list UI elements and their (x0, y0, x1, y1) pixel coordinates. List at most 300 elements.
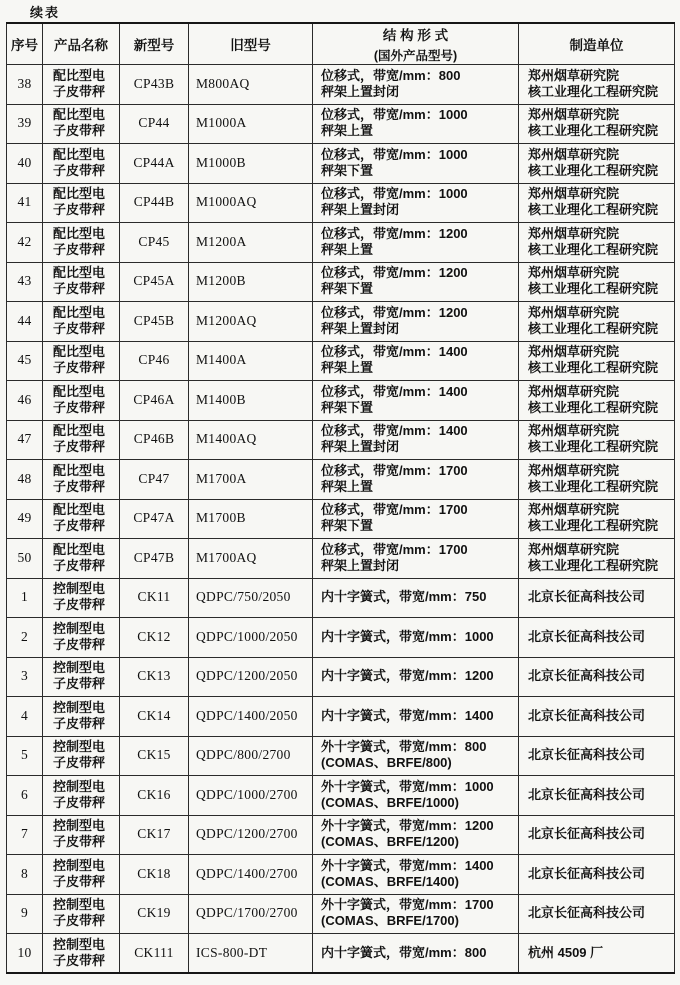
new-model-cell (120, 183, 189, 223)
new-model-cell-content (120, 816, 188, 853)
new-model-cell-line: CP44B (133, 194, 175, 210)
manufacturer-cell-content (519, 658, 674, 695)
product-name-cell-line: 配比型电 (53, 423, 106, 439)
structure-cell (313, 499, 519, 539)
structure-cell (313, 302, 519, 342)
serial-cell (7, 934, 43, 974)
product-name-cell-line: 控制型电 (53, 660, 106, 676)
new-model-cell (120, 65, 189, 105)
structure-cell-content (313, 658, 518, 695)
structure-cell-content (313, 737, 518, 774)
product-name-cell-content (43, 935, 119, 972)
structure-cell-line: 秤架上置 (321, 360, 374, 376)
manufacturer-cell-line: 郑州烟草研究院 (528, 67, 620, 83)
old-model-cell-content (189, 303, 312, 340)
serial-cell-line: 8 (20, 865, 29, 881)
serial-cell (7, 223, 43, 263)
old-model-cell-line: QDPC/1400/2050 (196, 707, 298, 723)
new-model-cell (120, 934, 189, 974)
product-name-cell-line: 配比型电 (53, 225, 106, 241)
serial-cell (7, 578, 43, 618)
structure-cell-content (313, 895, 518, 932)
manufacturer-cell (519, 499, 675, 539)
new-model-cell (120, 144, 189, 184)
manufacturer-cell-line: 郑州烟草研究院 (528, 383, 620, 399)
serial-cell-content (7, 342, 42, 379)
product-name-cell-line: 配比型电 (53, 304, 106, 320)
structure-cell-line: 位移式，带宽/mm：1400 (321, 423, 468, 439)
old-model-cell-content (189, 935, 312, 972)
manufacturer-cell-line: 核工业理化工程研究院 (528, 518, 659, 534)
serial-cell-content (7, 105, 42, 142)
structure-cell-line: 位移式，带宽/mm：1700 (321, 462, 468, 478)
serial-cell-content (7, 579, 42, 616)
structure-cell-line: 秤架下置 (321, 281, 374, 297)
new-model-cell-content (120, 421, 188, 458)
serial-cell-line: 2 (20, 628, 29, 644)
new-model-cell (120, 302, 189, 342)
header-row (7, 23, 675, 65)
new-model-cell (120, 460, 189, 500)
product-name-cell-content (43, 816, 119, 853)
structure-cell-line: 秤架上置 (321, 123, 374, 139)
old-model-cell-line: M1400B (196, 391, 246, 407)
structure-cell-line: 位移式，带宽/mm：1400 (321, 383, 468, 399)
structure-cell-content (313, 421, 518, 458)
header-product-name (43, 23, 120, 65)
structure-cell-line: 外十字簧式，带宽/mm：1400 (321, 857, 494, 873)
structure-cell-content (313, 461, 518, 498)
new-model-cell (120, 736, 189, 776)
manufacturer-cell (519, 262, 675, 302)
serial-cell-line: 45 (17, 352, 32, 368)
serial-cell (7, 736, 43, 776)
old-model-cell (189, 618, 313, 658)
old-model-cell-content (189, 263, 312, 300)
serial-cell-line: 39 (17, 115, 32, 131)
manufacturer-cell (519, 736, 675, 776)
product-name-cell-content (43, 856, 119, 893)
new-model-cell-line: CK18 (137, 865, 171, 881)
old-model-cell (189, 65, 313, 105)
product-name-cell (43, 381, 120, 421)
manufacturer-cell-content (519, 935, 674, 972)
product-name-cell-content (43, 145, 119, 182)
serial-cell-line: 47 (17, 431, 32, 447)
manufacturer-cell-line: 杭州 4509 厂 (528, 944, 604, 960)
product-name-cell (43, 183, 120, 223)
structure-cell-line: 秤架上置 (321, 241, 374, 257)
structure-cell-content (313, 935, 518, 972)
structure-cell (313, 894, 519, 934)
structure-cell-line: 位移式，带宽/mm：1000 (321, 146, 468, 162)
new-model-cell-content (120, 105, 188, 142)
old-model-cell (189, 894, 313, 934)
manufacturer-cell-line: 北京长征高科技公司 (528, 707, 646, 723)
product-name-cell-line: 控制型电 (53, 581, 106, 597)
product-name-cell-content (43, 698, 119, 735)
structure-cell-line: 位移式，带宽/mm：1200 (321, 265, 468, 281)
table-row (7, 697, 675, 737)
old-model-cell-content (189, 421, 312, 458)
structure-cell (313, 104, 519, 144)
structure-cell-line: 秤架下置 (321, 518, 374, 534)
product-name-cell-content (43, 66, 119, 103)
serial-cell (7, 420, 43, 460)
manufacturer-cell-line: 核工业理化工程研究院 (528, 360, 659, 376)
old-model-cell-content (189, 145, 312, 182)
old-model-cell (189, 815, 313, 855)
serial-cell (7, 262, 43, 302)
old-model-cell-line: M1000AQ (196, 194, 257, 210)
old-model-cell (189, 460, 313, 500)
structure-cell-content (313, 145, 518, 182)
product-name-cell-line: 子皮带秤 (53, 123, 106, 139)
serial-cell-content (7, 303, 42, 340)
manufacturer-cell-content (519, 579, 674, 616)
new-model-cell-line: CP44A (133, 154, 175, 170)
serial-cell-content (7, 658, 42, 695)
old-model-cell-line: M1000B (196, 154, 246, 170)
new-model-cell-line: CK11 (137, 589, 171, 605)
old-model-cell (189, 302, 313, 342)
header-new-model (120, 23, 189, 65)
serial-cell-line: 44 (17, 312, 32, 328)
old-model-cell-content (189, 66, 312, 103)
product-name-cell-content (43, 658, 119, 695)
new-model-cell (120, 223, 189, 263)
manufacturer-cell (519, 697, 675, 737)
serial-cell-line: 46 (17, 391, 32, 407)
old-model-cell-line: QDPC/1000/2700 (196, 786, 298, 802)
structure-cell-line: 位移式，带宽/mm：1700 (321, 541, 468, 557)
product-name-cell-line: 子皮带秤 (53, 518, 106, 534)
serial-cell (7, 499, 43, 539)
serial-cell-line: 7 (20, 826, 29, 842)
product-name-cell (43, 262, 120, 302)
product-name-cell-content (43, 382, 119, 419)
new-model-cell-line: CK111 (134, 944, 174, 960)
product-name-cell (43, 104, 120, 144)
serial-cell-content (7, 66, 42, 103)
manufacturer-cell (519, 302, 675, 342)
product-name-cell (43, 776, 120, 816)
product-name-cell-line: 配比型电 (53, 146, 106, 162)
new-model-cell-line: CP43B (133, 75, 175, 91)
table-row (7, 223, 675, 263)
old-model-cell (189, 144, 313, 184)
structure-cell-line: 外十字簧式，带宽/mm：1700 (321, 897, 494, 913)
new-model-cell (120, 618, 189, 658)
structure-cell-line: 秤架上置 (321, 478, 374, 494)
serial-cell-content (7, 540, 42, 577)
structure-cell-line: 外十字簧式，带宽/mm：800 (321, 739, 487, 755)
manufacturer-cell-content (519, 263, 674, 300)
product-name-cell (43, 815, 120, 855)
product-name-cell-content (43, 777, 119, 814)
product-name-cell (43, 460, 120, 500)
table-row (7, 302, 675, 342)
old-model-cell (189, 341, 313, 381)
serial-cell-content (7, 856, 42, 893)
product-name-cell-line: 子皮带秤 (53, 241, 106, 257)
serial-cell-content (7, 737, 42, 774)
product-name-cell-line: 子皮带秤 (53, 755, 106, 771)
new-model-cell-line: CP45A (133, 273, 175, 289)
old-model-cell (189, 736, 313, 776)
product-name-cell-line: 子皮带秤 (53, 202, 106, 218)
old-model-cell-content (189, 382, 312, 419)
new-model-cell-line: CP47 (138, 470, 170, 486)
product-name-cell-line: 子皮带秤 (53, 676, 106, 692)
new-model-cell-content (120, 737, 188, 774)
serial-cell-line: 40 (17, 154, 32, 170)
new-model-cell-content (120, 342, 188, 379)
product-name-cell (43, 578, 120, 618)
old-model-cell-line: QDPC/1200/2050 (196, 668, 298, 684)
table-row (7, 420, 675, 460)
structure-cell-line: 外十字簧式，带宽/mm：1200 (321, 818, 494, 834)
serial-cell (7, 539, 43, 579)
serial-cell-line: 4 (20, 707, 29, 723)
serial-cell-line: 5 (20, 747, 29, 763)
manufacturer-cell (519, 618, 675, 658)
product-name-cell-line: 子皮带秤 (53, 162, 106, 178)
product-name-cell (43, 65, 120, 105)
serial-cell-content (7, 263, 42, 300)
old-model-cell (189, 578, 313, 618)
structure-cell-content (313, 184, 518, 221)
table-row (7, 736, 675, 776)
old-model-cell-content (189, 579, 312, 616)
serial-cell-line: 38 (17, 75, 32, 91)
new-model-cell (120, 578, 189, 618)
structure-cell-line: 外十字簧式，带宽/mm：1000 (321, 778, 494, 794)
product-name-cell-line: 控制型电 (53, 857, 106, 873)
serial-cell (7, 183, 43, 223)
table-row (7, 341, 675, 381)
header-serial (7, 23, 43, 65)
serial-cell-line: 9 (20, 905, 29, 921)
product-name-cell-line: 子皮带秤 (53, 636, 106, 652)
product-name-cell-content (43, 619, 119, 656)
new-model-cell-line: CP45B (133, 312, 175, 328)
serial-cell-content (7, 184, 42, 221)
manufacturer-cell-line: 核工业理化工程研究院 (528, 241, 659, 257)
product-name-cell-line: 子皮带秤 (53, 83, 106, 99)
structure-cell-line: 秤架上置封闭 (321, 320, 400, 336)
header-old-model (189, 23, 313, 65)
new-model-cell-line: CP46A (133, 391, 175, 407)
product-name-cell-content (43, 500, 119, 537)
serial-cell-content (7, 619, 42, 656)
product-name-cell-content (43, 540, 119, 577)
old-model-cell-content (189, 184, 312, 221)
serial-cell-content (7, 895, 42, 932)
structure-cell-line: (COMAS、BRFE/1700) (321, 913, 459, 929)
serial-cell (7, 381, 43, 421)
product-name-cell-content (43, 342, 119, 379)
manufacturer-cell-content (519, 421, 674, 458)
product-name-cell (43, 302, 120, 342)
structure-cell-content (313, 540, 518, 577)
new-model-cell (120, 657, 189, 697)
product-name-cell-content (43, 895, 119, 932)
serial-cell-content (7, 421, 42, 458)
new-model-cell-content (120, 382, 188, 419)
new-model-cell-content (120, 500, 188, 537)
serial-cell-line: 50 (17, 549, 32, 565)
structure-cell (313, 578, 519, 618)
old-model-cell-line: M1700A (196, 470, 247, 486)
structure-cell-content (313, 500, 518, 537)
manufacturer-cell-content (519, 105, 674, 142)
old-model-cell (189, 262, 313, 302)
table-row (7, 776, 675, 816)
serial-cell-line: 49 (17, 510, 32, 526)
new-model-cell-line: CK14 (137, 707, 171, 723)
old-model-cell (189, 183, 313, 223)
new-model-cell (120, 697, 189, 737)
structure-cell-line: 内十字簧式，带宽/mm：1400 (321, 707, 494, 723)
serial-cell (7, 855, 43, 895)
product-name-cell-content (43, 263, 119, 300)
product-name-cell-line: 控制型电 (53, 739, 106, 755)
structure-cell-line: 位移式，带宽/mm：1000 (321, 186, 468, 202)
structure-cell-content (313, 382, 518, 419)
manufacturer-cell-line: 郑州烟草研究院 (528, 225, 620, 241)
old-model-cell-line: QDPC/1700/2700 (196, 905, 298, 921)
structure-cell-line: 位移式，带宽/mm：1700 (321, 502, 468, 518)
serial-cell (7, 697, 43, 737)
old-model-cell-line: M1700B (196, 510, 246, 526)
manufacturer-cell-content (519, 461, 674, 498)
old-model-cell (189, 223, 313, 263)
structure-cell-content (313, 816, 518, 853)
manufacturer-cell-line: 北京长征高科技公司 (528, 668, 646, 684)
manufacturer-cell-line: 郑州烟草研究院 (528, 462, 620, 478)
table-row (7, 618, 675, 658)
product-name-cell-line: 子皮带秤 (53, 913, 106, 929)
structure-cell-content (313, 66, 518, 103)
table-row (7, 262, 675, 302)
header-product-label: 产品名称 (54, 38, 108, 53)
product-name-cell-content (43, 579, 119, 616)
structure-cell-content (313, 777, 518, 814)
manufacturer-cell (519, 776, 675, 816)
manufacturer-cell (519, 420, 675, 460)
old-model-cell-line: M1200AQ (196, 312, 257, 328)
new-model-cell (120, 815, 189, 855)
serial-cell (7, 65, 43, 105)
serial-cell-content (7, 500, 42, 537)
manufacturer-cell-line: 北京长征高科技公司 (528, 865, 646, 881)
old-model-cell-line: M1400AQ (196, 431, 257, 447)
manufacturer-cell (519, 104, 675, 144)
product-name-cell-line: 配比型电 (53, 344, 106, 360)
manufacturer-cell-line: 北京长征高科技公司 (528, 747, 646, 763)
product-name-cell-line: 控制型电 (53, 897, 106, 913)
product-name-cell (43, 657, 120, 697)
old-model-cell-line: M1400A (196, 352, 247, 368)
manufacturer-cell-content (519, 737, 674, 774)
structure-cell-content (313, 579, 518, 616)
manufacturer-cell (519, 657, 675, 697)
old-model-cell-content (189, 105, 312, 142)
table-row (7, 657, 675, 697)
table-row (7, 934, 675, 974)
structure-cell (313, 934, 519, 974)
new-model-cell-line: CP47B (133, 549, 175, 565)
product-name-cell-content (43, 224, 119, 261)
manufacturer-cell-content (519, 698, 674, 735)
product-name-cell-line: 子皮带秤 (53, 281, 106, 297)
table-row (7, 65, 675, 105)
product-name-cell-line: 控制型电 (53, 620, 106, 636)
table-row (7, 894, 675, 934)
structure-cell-line: 秤架下置 (321, 162, 374, 178)
manufacturer-cell (519, 460, 675, 500)
manufacturer-cell-line: 北京长征高科技公司 (528, 826, 646, 842)
product-name-cell-content (43, 421, 119, 458)
structure-cell-content (313, 224, 518, 261)
table-row (7, 578, 675, 618)
product-table (6, 22, 675, 974)
structure-cell-line: 位移式，带宽/mm：1200 (321, 225, 468, 241)
table-row (7, 183, 675, 223)
structure-cell-line: 秤架下置 (321, 399, 374, 415)
header-structure-label: 结 构 形 式 (382, 28, 449, 43)
old-model-cell-content (189, 540, 312, 577)
product-name-cell-line: 控制型电 (53, 778, 106, 794)
header-old-model-label: 旧型号 (230, 38, 271, 53)
structure-cell (313, 855, 519, 895)
manufacturer-cell-line: 郑州烟草研究院 (528, 502, 620, 518)
structure-cell (313, 618, 519, 658)
new-model-cell-content (120, 145, 188, 182)
manufacturer-cell-content (519, 224, 674, 261)
serial-cell-line: 42 (17, 233, 32, 249)
structure-cell-line: 内十字簧式，带宽/mm：1200 (321, 668, 494, 684)
header-serial-label: 序号 (11, 38, 38, 53)
old-model-cell-content (189, 658, 312, 695)
old-model-cell (189, 539, 313, 579)
continued-table-label: 续表 (30, 5, 61, 20)
manufacturer-cell (519, 381, 675, 421)
product-name-cell (43, 855, 120, 895)
manufacturer-cell-line: 核工业理化工程研究院 (528, 320, 659, 336)
product-name-cell-content (43, 303, 119, 340)
manufacturer-cell-line: 郑州烟草研究院 (528, 423, 620, 439)
structure-cell-line: 位移式，带宽/mm：1000 (321, 107, 468, 123)
manufacturer-cell-line: 北京长征高科技公司 (528, 786, 646, 802)
manufacturer-cell (519, 539, 675, 579)
manufacturer-cell-content (519, 500, 674, 537)
manufacturer-cell-line: 北京长征高科技公司 (528, 905, 646, 921)
structure-cell (313, 381, 519, 421)
old-model-cell-content (189, 461, 312, 498)
old-model-cell-content (189, 698, 312, 735)
manufacturer-cell (519, 578, 675, 618)
serial-cell (7, 302, 43, 342)
product-name-cell-line: 子皮带秤 (53, 952, 106, 968)
old-model-cell-line: QDPC/1000/2050 (196, 628, 298, 644)
product-name-cell-line: 子皮带秤 (53, 439, 106, 455)
table-row (7, 499, 675, 539)
new-model-cell-content (120, 263, 188, 300)
manufacturer-cell-line: 核工业理化工程研究院 (528, 281, 659, 297)
new-model-cell-content (120, 935, 188, 972)
